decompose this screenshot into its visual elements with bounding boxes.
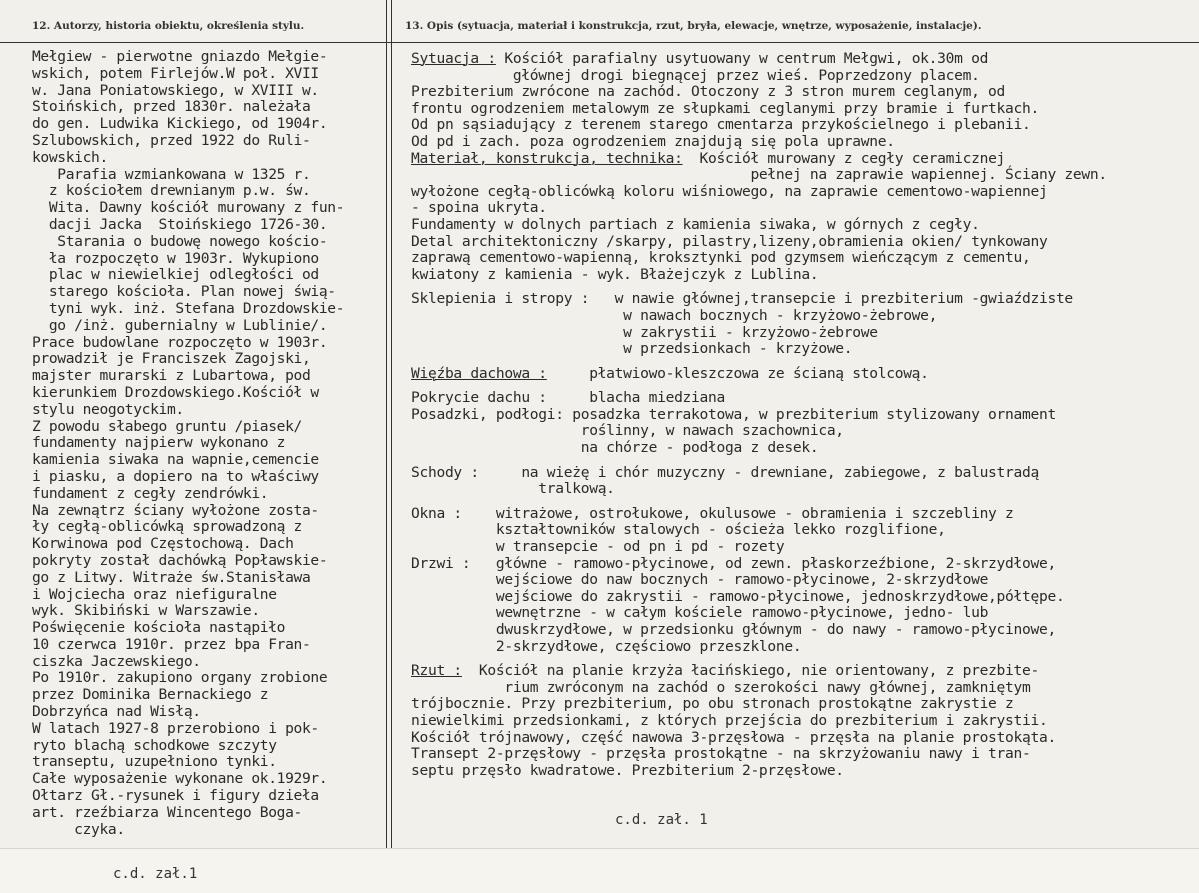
material-line: Fundamenty w dolnych partiach z kamienia siwaka, w górnych z cegły. <box>411 215 980 233</box>
material-line: zaprawą cementowo-wapienną, kroksztynki pod gzymsem wieńczącym z cementu, <box>411 249 1031 267</box>
history-line: Szlubowskich, przed 1922 do Ruli- <box>32 131 311 149</box>
history-line: W latach 1927-8 przerobiono i pok- <box>32 719 319 737</box>
drzwi-line: wejściowe do zakrystii - ramowo-płycinowe, jednoskrzydłowe,półtępe. <box>411 587 1065 605</box>
rzut-line: septu przęsło kwadratowe. Prezbiterium 2-przęsłowe. <box>411 761 844 779</box>
history-line: do gen. Ludwika Kickiego, od 1904r. <box>32 115 328 133</box>
rzut-line: niewielkimi przedsionkami, z których przejścia do prezbiterium i zakrystii. <box>411 711 1048 729</box>
drzwi-line: 2-skrzydłowe, częściowo przeszklone. <box>411 637 802 655</box>
drzwi-line: wejściowe do naw bocznych - ramowo-płycinowe, 2-skrzydłowe <box>411 571 989 589</box>
history-line: Z powodu słabego gruntu /piasek/ <box>32 417 302 435</box>
history-line: Dobrzyńca nad Wisłą. <box>32 703 201 721</box>
rzut-line: trójbocznie. Przy prezbiterium, po obu stronach prostokątne zakrystie z <box>411 695 1014 713</box>
history-line: Na zewnątrz ściany wyłożone zosta- <box>32 501 319 519</box>
sytuacja-line <box>411 51 1196 68</box>
history-line: starego kościoła. Plan nowej świą- <box>32 283 336 301</box>
okna-line: w transepcie - od pn i pd - rozety <box>411 538 785 556</box>
history-line: Stoińskich, przed 1830r. należała <box>32 98 311 116</box>
history-line: przez Dominika Bernackiego z <box>32 686 269 704</box>
sytuacja-line: Prezbiterium zwrócone na zachód. Otoczony z 3 stron murem ceglanym, od <box>411 83 1006 101</box>
history-line: go /inż. gubernialny w Lublinie/. <box>32 316 328 334</box>
header-rule <box>0 42 1199 43</box>
material-line: pełnej na zaprawie wapiennej. Ściany zewn. <box>411 166 1107 184</box>
wiezba-text: płatwiowo-kleszczowa ze ścianą stolcową. <box>546 364 929 382</box>
history-line: wyk. Skibiński w Warszawie. <box>32 602 260 620</box>
history-line: pokryty został dachówką Popławskie- <box>32 551 328 569</box>
history-line: go z Litwy. Witraże św.Stanisława <box>32 568 311 586</box>
okna-line: kształtowników stalowych - ościeża lekko rozglifione, <box>411 521 946 539</box>
wiezba-line <box>411 366 1196 383</box>
history-line: i Wojciecha oraz niefiguralne <box>32 585 277 603</box>
sklepienia-line: w zakrystii - krzyżowo-żebrowe <box>411 323 878 341</box>
history-line: fundamenty najpierw wykonano z <box>32 434 286 452</box>
history-line: fundament z cegły zendrówki. <box>32 484 269 502</box>
history-line: 10 czerwca 1910r. przez bpa Fran- <box>32 635 311 653</box>
rzut-line <box>411 663 1196 680</box>
schody-line: Schody : na wieżę i chór muzyczny - drewniane, zabiegowe, z balustradą <box>411 463 1039 481</box>
material-label: Materiał, konstrukcja, technika: <box>411 149 683 167</box>
posadzki-line: na chórze - podłoga z desek. <box>411 439 819 457</box>
sklepienia-line: Sklepienia i stropy : w nawie głównej,transepcie i prezbiterium -gwiaździste <box>411 290 1073 308</box>
right-column-text <box>411 51 1196 779</box>
history-line: Mełgiew - pierwotne gniazdo Mełgie- <box>32 48 328 65</box>
history-line: Prace budowlane rozpoczęto w 1903r. <box>32 333 328 351</box>
history-line: kamienia siwaka na wapnie,cemencie <box>32 451 319 469</box>
history-line: ryto blachą schodkowe szczyty <box>32 736 277 754</box>
header-left: 12. Autorzy, historia obiektu, określenia stylu. <box>32 20 305 32</box>
schody-line: tralkową. <box>411 480 615 498</box>
left-column-text <box>32 49 384 838</box>
history-line: tyni wyk. inż. Stefana Drozdowskie- <box>32 299 345 317</box>
history-line: Parafia wzmiankowana w 1325 r. <box>32 165 311 183</box>
history-line: i piasku, a dopiero na to właściwy <box>32 467 319 485</box>
history-line: Ołtarz Gł.-rysunek i figury dzieła <box>32 787 319 805</box>
history-line: Po 1910r. zakupiono organy zrobione <box>32 669 328 687</box>
material-line <box>411 151 1196 168</box>
header-right: 13. Opis (sytuacja, materiał i konstrukcja, rzut, bryła, elewacje, wnętrze, wyposażenie, instalacje). <box>405 20 982 32</box>
pokrycie-line: Pokrycie dachu : blacha miedziana <box>411 389 725 407</box>
sytuacja-line: głównej drogi biegnącej przez wieś. Poprzedzony placem. <box>411 66 980 84</box>
rzut-line: Transept 2-przęsłowy - przęsła prostokątne - na skrzyżowaniu nawy i tran- <box>411 745 1031 763</box>
drzwi-line: dwuskrzydłowe, w przedsionku głównym - do nawy - ramowo-płycinowe, <box>411 621 1056 638</box>
sytuacja-label: Sytuacja : <box>411 50 496 67</box>
rzut-line: Kościół trójnawowy, część nawowa 3-przęsłowa - przęsła na planie prostokąta. <box>411 728 1056 746</box>
material-line: - spoina ukryta. <box>411 199 547 217</box>
posadzki-line: roślinny, w nawach szachownica, <box>411 422 844 440</box>
history-line: plac w niewielkiej odległości od <box>32 266 319 284</box>
history-line: ła rozpoczęto w 1903r. Wykupiono <box>32 249 319 267</box>
history-line: kowskich. <box>32 148 108 166</box>
history-line: w. Jana Poniatowskiego, w XVIII w. <box>32 81 319 99</box>
history-line: art. rzeźbiarza Wincentego Boga- <box>32 803 302 821</box>
sklepienia-line: w przedsionkach - krzyżowe. <box>411 340 853 358</box>
right-continuation-ref: c.d. zał. 1 <box>615 812 708 828</box>
rzut-label: Rzut : <box>411 662 462 680</box>
drzwi-line: Drzwi : główne - ramowo-płycinowe, od zewn. płaskorzeźbione, 2-skrzydłowe, <box>411 554 1056 572</box>
history-line: Korwinowa pod Częstochową. Dach <box>32 535 294 553</box>
sytuacja-line: Od pd i zach. poza ogrodzeniem znajdują się pola uprawne. <box>411 132 895 150</box>
material-line: Detal architektoniczny /skarpy, pilastry,lizeny,obramienia okien/ tynkowany <box>411 232 1048 250</box>
material-line: wyłożone cegłą-oblicówką koloru wiśniowego, na zaprawie cementowo-wapiennej <box>411 182 1048 200</box>
history-line: dacji Jacka Stoińskiego 1726-30. <box>32 215 328 233</box>
history-line: z kościołem drewnianym p.w. św. <box>32 182 311 200</box>
history-line: Wita. Dawny kościół murowany z fun- <box>32 199 345 217</box>
history-line: stylu neogotyckim. <box>32 400 184 418</box>
sytuacja-line: Od pn sąsiadujący z terenem starego cmentarza przykościelnego i plebanii. <box>411 116 1031 134</box>
okna-line: Okna : witrażowe, ostrołukowe, okulusowe - obramienia i szczebliny z <box>411 504 1014 522</box>
sytuacja-text: Kościół parafialny usytuowany w centrum Mełgwi, ok.30m od <box>495 50 989 67</box>
rzut-line: rium zwróconym na zachód o szerokości nawy głównej, zamkniętym <box>411 678 1031 696</box>
left-continuation-ref: c.d. zał.1 <box>113 866 198 882</box>
history-line: wskich, potem Firlejów.W poł. XVII <box>32 64 319 82</box>
material-line: kwiatony z kamienia - wyk. Błażejczyk z Lublina. <box>411 265 819 283</box>
column-divider <box>386 0 392 848</box>
posadzki-line: Posadzki, podłogi: posadzka terrakotowa, w prezbiterium stylizowany ornament <box>411 405 1056 423</box>
sklepienia-line: w nawach bocznych - krzyżowo-żebrowe, <box>411 306 938 324</box>
history-line: ciszka Jaczewskiego. <box>32 652 201 670</box>
history-line: transeptu, uzupełniono tynki. <box>32 753 277 771</box>
drzwi-line: wewnętrzne - w całym kościele ramowo-płycinowe, jedno- lub <box>411 604 989 622</box>
history-line: Starania o budowę nowego kościo- <box>32 232 328 250</box>
history-line: kierunkiem Drozdowskiego.Kościół w <box>32 383 319 401</box>
history-line: majster murarski z Lubartowa, pod <box>32 367 311 385</box>
rzut-text: Kościół na planie krzyża łacińskiego, nie orientowany, z prezbite- <box>461 662 1039 680</box>
history-line: Całe wyposażenie wykonane ok.1929r. <box>32 770 328 788</box>
history-line: Poświęcenie kościoła nastąpiło <box>32 619 286 637</box>
material-text: Kościół murowany z cegły ceramicznej <box>682 149 1006 167</box>
wiezba-label: Więźba dachowa : <box>411 364 547 382</box>
sytuacja-line: frontu ogrodzeniem metalowym ze słupkami ceglanymi przy bramie i furtkach. <box>411 99 1039 117</box>
history-line: prowadził je Franciszek Zagojski, <box>32 350 311 368</box>
history-line: ły cegłą-oblicówką sprowadzoną z <box>32 518 302 536</box>
history-line: czyka. <box>32 820 125 838</box>
